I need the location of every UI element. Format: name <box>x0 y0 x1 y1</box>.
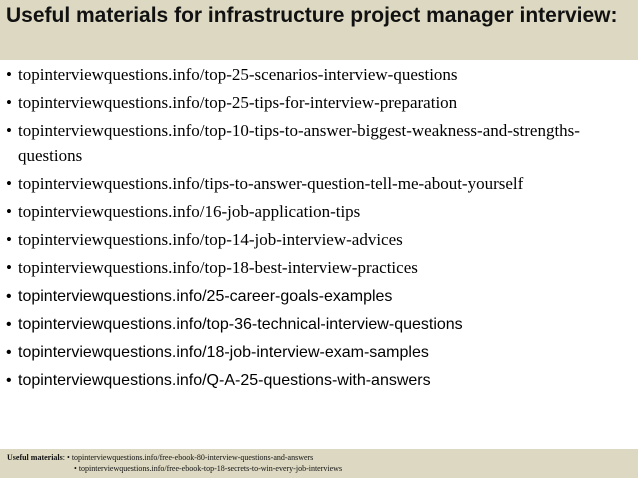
list-item <box>0 118 638 168</box>
list-item <box>0 62 638 87</box>
bullet-icon: • <box>6 316 12 333</box>
list-item <box>0 339 638 367</box>
list-item-link[interactable]: topinterviewquestions.info/top-25-scenarios-interview-questions <box>18 65 458 84</box>
bullet-icon: • <box>6 258 12 277</box>
bullet-icon: • <box>6 65 12 84</box>
footer-link[interactable]: topinterviewquestions.info/free-ebook-top-18-secrets-to-win-every-job-interviews <box>78 464 343 473</box>
bullet-icon: • <box>6 93 12 112</box>
bullet-icon: • <box>6 174 12 193</box>
list-item-link[interactable]: topinterviewquestions.info/tips-to-answer-question-tell-me-about-yourself <box>18 174 524 193</box>
list-item-link[interactable]: topinterviewquestions.info/top-36-technical-interview-questions <box>18 316 463 333</box>
bullet-icon: • <box>6 372 12 389</box>
list-item <box>0 90 638 115</box>
bullet-icon: • <box>6 230 12 249</box>
list-item-link[interactable]: topinterviewquestions.info/Q-A-25-questions-with-answers <box>18 372 431 389</box>
bullet-icon: • <box>74 464 77 473</box>
bullet-icon: • <box>6 121 12 140</box>
list-item <box>0 227 638 252</box>
list-item-link[interactable]: topinterviewquestions.info/16-job-application-tips <box>18 202 361 221</box>
footer <box>7 452 342 474</box>
list-item-link[interactable]: topinterviewquestions.info/top-18-best-interview-practices <box>18 258 418 277</box>
bullet-icon: • <box>67 453 70 462</box>
bullet-icon: • <box>6 288 12 305</box>
bullet-icon: • <box>6 344 12 361</box>
list-item-link[interactable]: topinterviewquestions.info/25-career-goals-examples <box>18 288 393 305</box>
page-title: Useful materials for infrastructure project manager interview: <box>6 4 618 27</box>
footer-label: Useful materials <box>7 453 63 462</box>
list-item <box>0 283 638 311</box>
list-item-link[interactable]: topinterviewquestions.info/top-14-job-interview-advices <box>18 230 403 249</box>
list-item <box>0 255 638 280</box>
list-item-link[interactable]: topinterviewquestions.info/top-25-tips-for-interview-preparation <box>18 93 458 112</box>
list-item <box>0 311 638 339</box>
bullet-icon: • <box>6 202 12 221</box>
footer-row <box>7 452 342 463</box>
footer-separator: : <box>62 453 65 462</box>
materials-list <box>0 62 638 395</box>
list-item-link[interactable]: topinterviewquestions.info/18-job-interview-exam-samples <box>18 344 429 361</box>
list-item-link[interactable]: topinterviewquestions.info/top-10-tips-to-answer-biggest-weakness-and-strengths-questions <box>18 121 580 165</box>
list-item <box>0 199 638 224</box>
list-item <box>0 171 638 196</box>
footer-row <box>7 463 342 474</box>
list-item <box>0 367 638 395</box>
footer-link[interactable]: topinterviewquestions.info/free-ebook-80-interview-questions-and-answers <box>71 453 314 462</box>
